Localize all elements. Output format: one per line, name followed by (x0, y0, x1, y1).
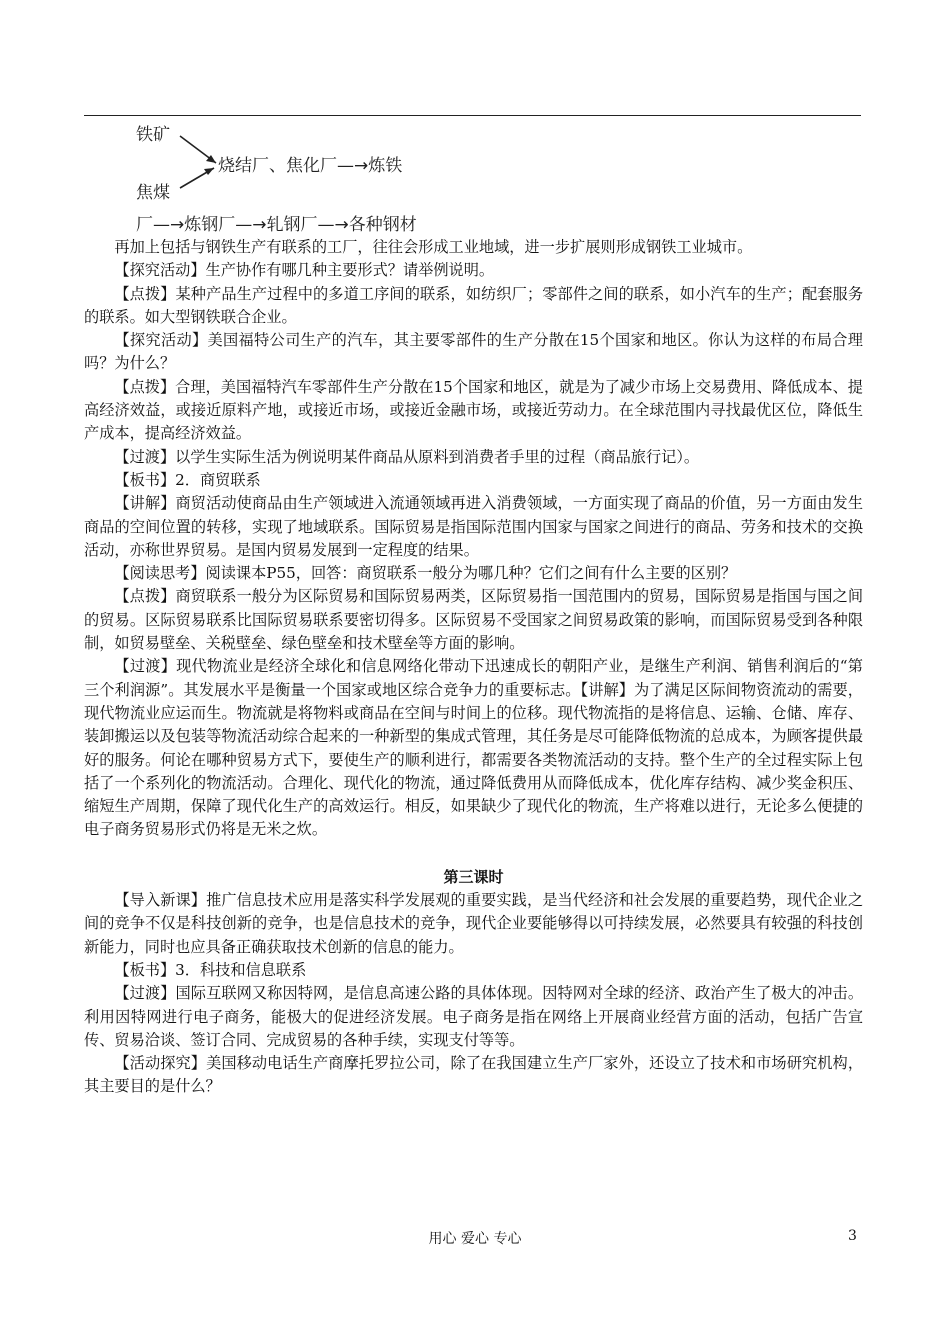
paragraph: 【过渡】现代物流业是经济全球化和信息网络化带动下迅速成长的朝阳产业，是继生产利润、销售利润后的“第三个利润源”。其发展水平是衡量一个国家或地区综合竞争力的重要标志。【讲解】为了满足区际间物资流动的需要，现代物流业应运而生。物流就是将物料或商品在空间与时间上的位移。现代物流指的是将信息、运输、仓储、库存、装卸搬运以及包装等物流活动综合起来的一种新型的集成式管理，其任务是尽可能降低物流的总成本，为顾客提供最好的服务。何论在哪种贸易方式下，要使生产的顺利进行，都需要各类物流活动的支持。整个生产的全过程实际上包括了一个系列化的物流活动。合理化、现代化的物流，通过降低费用从而降低成本，优化库存结构、减少奖金积压、缩短生产周期，保障了现代化生产的高效运行。相反，如果缺少了现代化的物流，生产将难以进行，无论多么便捷的电子商务贸易形式仍将是无米之炊。 (84, 657, 863, 839)
paragraph: 【导入新课】推广信息技术应用是落实科学发展观的重要实践，是当代经济和社会发展的重要趋势，现代企业之间的竞争不仅是科技创新的竞争，也是信息技术的竞争，现代企业要能够得以可持续发展，必然要具有较强的科技创新能力，同时也应具备正确获取技术创新的信息的能力。 (84, 891, 863, 956)
paragraph: 【板书】3．科技和信息联系 (114, 960, 307, 979)
steel-rolling-line: 厂—→炼钢厂—→轧钢厂—→各种钢材 (136, 215, 417, 235)
paragraph: 【讲解】商贸活动使商品由生产领域进入流通领域再进入消费领域，一方面实现了商品的价值，另一方面由发生商品的空间位置的转移，实现了地域联系。国际贸易是指国际范围内国家与国家之间进行的商品、劳务和技术的交换活动，亦称世界贸易。是国内贸易发展到一定程度的结果。 (84, 494, 863, 559)
page-footer (0, 1228, 950, 1250)
section-title: 第三课时 (443, 867, 504, 886)
paragraph: 【点拨】合理，美国福特汽车零部件生产分散在15个国家和地区，就是为了减少市场上交易费用、降低成本、提高经济效益，或接近原料产地，或接近市场，或接近金融市场，或接近劳动力。在全球范围内寻找最优区位，降低生产成本，提高经济效益。 (84, 377, 863, 443)
header-rule (84, 115, 861, 116)
paragraph: 【探究活动】生产协作有哪几种主要形式？请举例说明。 (114, 261, 495, 280)
footer-motto: 用心 爱心 专心 (428, 1231, 522, 1247)
steel-production-flow-diagram (130, 118, 550, 238)
paragraph: 【过渡】国际互联网又称因特网，是信息高速公路的具体体现。因特网对全球的经济、政治产生了极大的冲击。利用因特网进行电子商务，能极大的促进经济发展。电子商务是指在网络上开展商业经营方面的活动，包括广告宣传、贸易洽谈、签订合同、完成贸易的各种手续，实现支付等等。 (84, 984, 863, 1049)
paragraph: 【阅读思考】阅读课本P55，回答：商贸联系一般分为哪几种？它们之间有什么主要的区别？ (114, 564, 737, 583)
coke-coal-label: 焦煤 (136, 183, 170, 203)
paragraph: 【探究活动】美国福特公司生产的汽车，其主要零部件的生产分散在15个国家和地区。你认为这样的布局合理吗？为什么？ (84, 331, 863, 373)
paragraph: 再加上包括与钢铁生产有联系的工厂，往往会形成工业地域，进一步扩展则形成钢铁工业城市。 (114, 238, 753, 256)
paragraph: 【板书】2．商贸联系 (114, 470, 261, 489)
paragraph: 【点拨】商贸联系一般分为区际贸易和国际贸易两类，区际贸易指一国范围内的贸易，国际贸易是指国与国之间的贸易。区际贸易联系比国际贸易联系要密切得多。区际贸易不受国家之间贸易政策的影响，而国际贸易受到各种限制，如贸易壁垒、关税壁垒、绿色壁垒和技术壁垒等方面的影响。 (84, 587, 863, 653)
paragraph: 【活动探究】美国移动电话生产商摩托罗拉公司，除了在我国建立生产厂家外，还设立了技术和市场研究机构，其主要目的是什么？ (84, 1054, 863, 1096)
page-number: 3 (848, 1228, 857, 1244)
iron-ore-label: 铁矿 (136, 125, 170, 145)
paragraph: 【点拨】某种产品生产过程中的多道工序间的联系，如纺织厂；零部件之间的联系，如小汽车的生产；配套服务的联系。如大型钢铁联合企业。 (84, 284, 863, 326)
sinter-coking-line: 烧结厂、焦化厂—→炼铁 (218, 156, 403, 176)
paragraph: 【过渡】以学生实际生活为例说明某件商品从原料到消费者手里的过程（商品旅行记）。 (114, 447, 700, 466)
document-body (84, 236, 863, 1099)
